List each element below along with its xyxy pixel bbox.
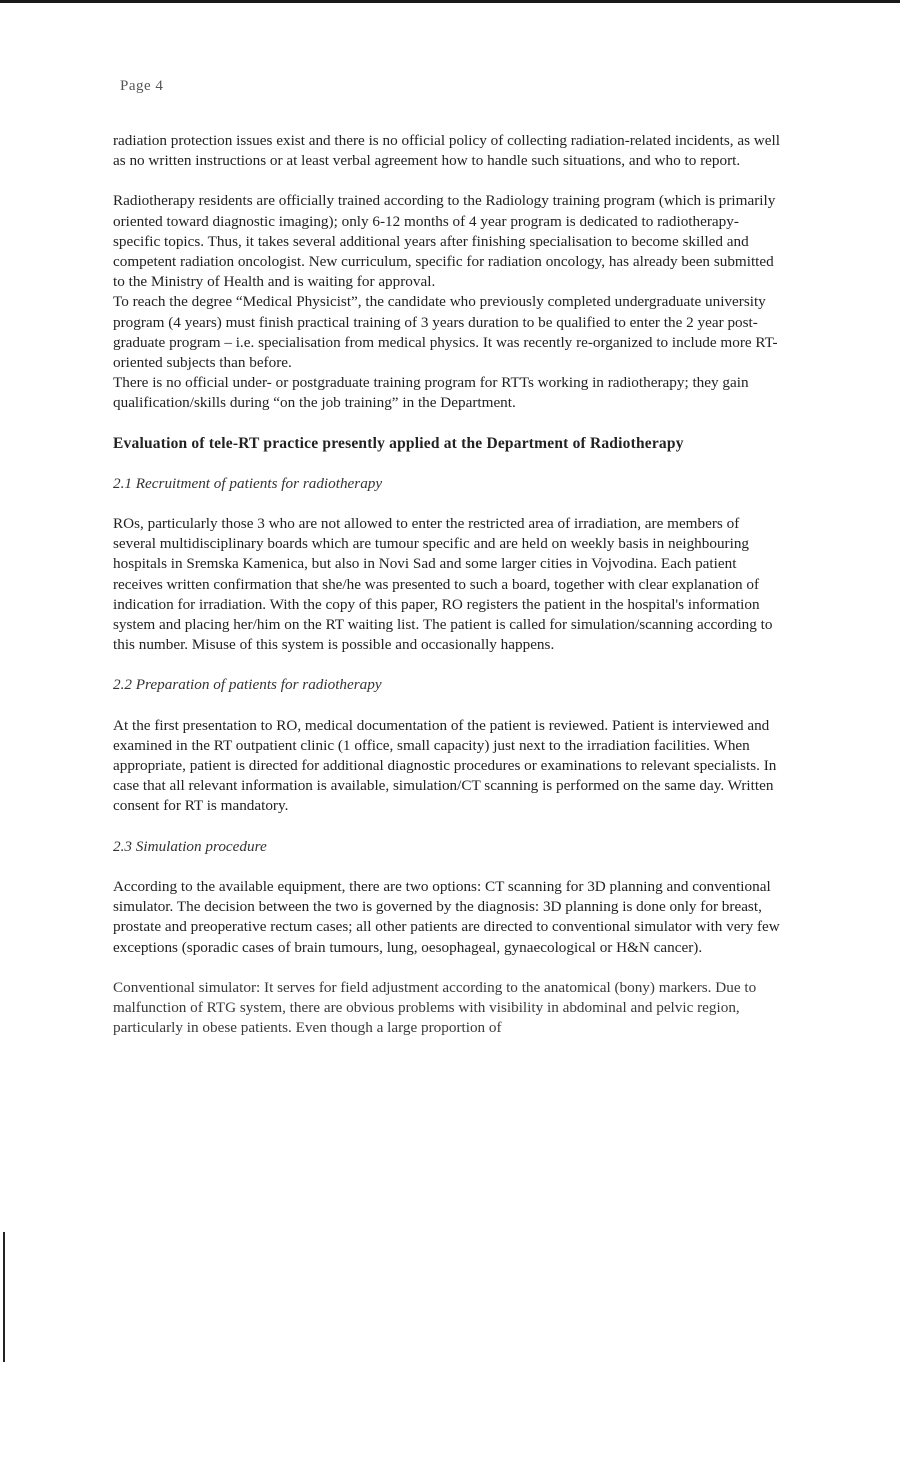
page-number: Page 4 — [120, 78, 164, 94]
scan-left-edge-mark — [3, 1232, 5, 1362]
section-heading: Evaluation of tele-RT practice presently applied at the Department of Radiotherapy — [113, 434, 684, 452]
paragraph-residents-training: Radiotherapy residents are officially trained according to the Radiology training program (which is primarily oriented toward diagnostic imaging); only 6-12 months of 4 year program is dedicated to radiotherapy-specific topics. Thus, it takes several additional years after finishing specialisation to become skilled and competent radiation oncologist. New curriculum, specific for radiation oncology, has already been submitted to the Ministry of Health and is waiting for approval. — [113, 192, 776, 291]
paragraph-conventional-simulator: Conventional simulator: It serves for field adjustment according to the anatomical (bony) markers. Due to malfunction of RTG system, there are obvious problems with visibility in abdominal and pelvic region, particularly in obese patients. Even though a large proportion of — [113, 978, 757, 1037]
document-body — [113, 131, 783, 1038]
subsection-title-simulation: 2.3 Simulation procedure — [113, 837, 267, 855]
paragraph-recruitment: ROs, particularly those 3 who are not allowed to enter the restricted area of irradiation, are members of several multidisciplinary boards which are tumour specific and are held on weekly basis in neighbouring hospitals in Sremska Kamenica, but also in Novi Sad and some larger cities in Vojvodina. Each patient receives written confirmation that she/he was presented to such a board, together with clear explanation of indication for irradiation. With the copy of this paper, RO registers the patient in the hospital's information system and placing her/him on the RT waiting list. The patient is called for simulation/scanning according to this number. Misuse of this system is possible and occasionally happens. — [113, 515, 773, 654]
paragraph-rtt-training: There is no official under- or postgraduate training program for RTTs working in radiotherapy; they gain qualification/skills during “on the job training” in the Department. — [113, 374, 749, 412]
scan-top-edge — [0, 0, 900, 3]
subsection-title-preparation: 2.2 Preparation of patients for radiotherapy — [113, 676, 382, 694]
paragraph-radiation-protection: radiation protection issues exist and there is no official policy of collecting radiation-related incidents, as well as no written instructions or at least verbal agreement how to handle such situations, and who to report. — [113, 132, 780, 170]
paragraph-simulation-options: According to the available equipment, there are two options: CT scanning for 3D planning and conventional simulator. The decision between the two is governed by the diagnosis: 3D planning is done only for breast, prostate and preoperative rectum cases; all other patients are directed to conventional simulator with very few exceptions (sporadic cases of brain tumours, lung, oesophageal, gynaecological or H&N cancer). — [113, 877, 780, 956]
paragraph-preparation: At the first presentation to RO, medical documentation of the patient is reviewed. Patient is interviewed and examined in the RT outpatient clinic (1 office, small capacity) just next to the irradiation facilities. When appropriate, patient is directed for additional diagnostic procedures or examinations to relevant specialists. In case that all relevant information is available, simulation/CT scanning is performed on the same day. Written consent for RT is mandatory. — [113, 716, 777, 815]
subsection-title-recruitment: 2.1 Recruitment of patients for radiotherapy — [113, 474, 383, 492]
paragraph-medical-physicist: To reach the degree “Medical Physicist”, the candidate who previously completed undergraduate university program (4 years) must finish practical training of 3 years duration to be qualified to enter the 2 year post-graduate program – i.e. specialisation from medical physics. It was recently re-organized to include more RT-oriented subjects than before. — [113, 293, 778, 372]
